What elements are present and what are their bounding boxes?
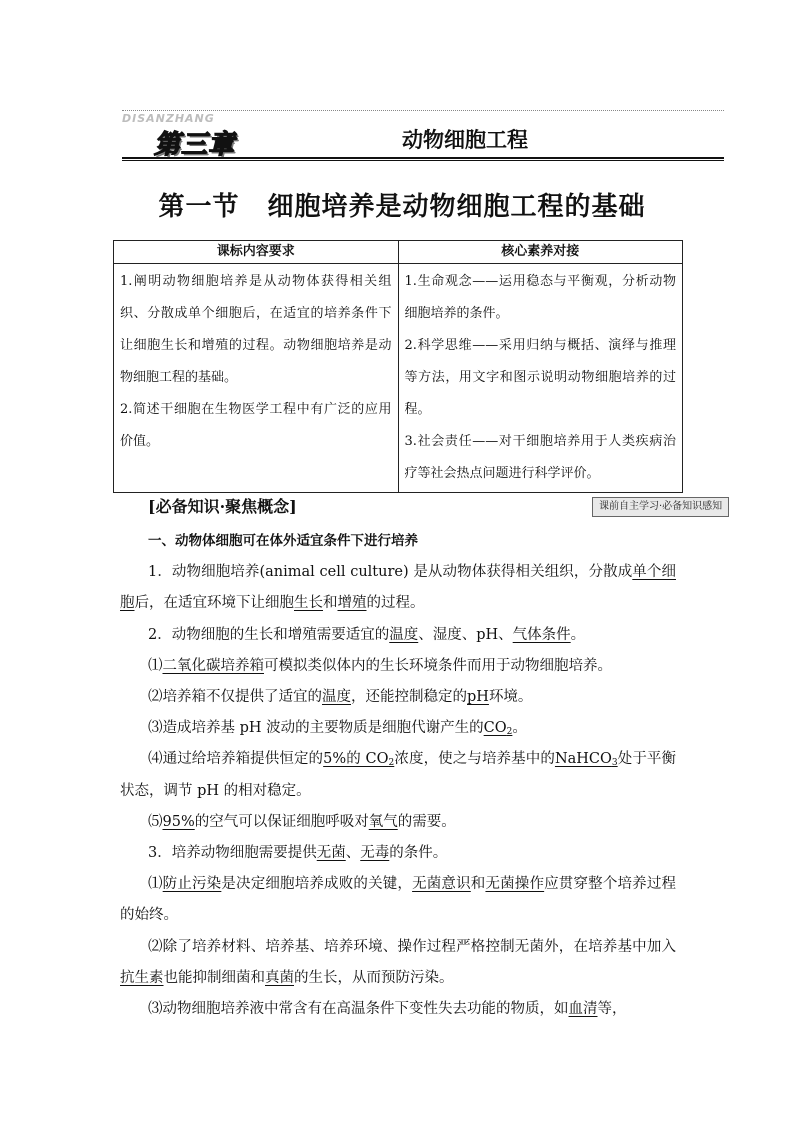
paragraph-10: ⑵除了培养材料、培养基、培养环境、操作过程严格控制无菌外，在培养基中加入抗生素也能抑制细菌和真菌的生长，从而预防污染。 <box>120 938 676 986</box>
paragraph-6: ⑷通过给培养箱提供恒定的5%的 $CO_2$浓度，使之与培养基中的NaHCO$_3$处于平衡状态，调节 pH 的相对稳定。 <box>120 751 677 799</box>
paragraph-4: ⑵培养箱不仅提供了适宜的温度，还能控制稳定的pH环境。 <box>148 689 533 706</box>
paragraph-9: ⑴防止污染是决定细胞培养成败的关键，无菌意识和无菌操作应贯穿整个培养过程的始终。 <box>120 876 677 924</box>
literacy-item: 1.生命观念——运用稳态与平衡观，分析动物细胞培养的条件。 <box>404 274 676 321</box>
requirement-item: 2.简述干细胞在生物医学工程中有广泛的应用价值。 <box>120 402 392 449</box>
answer-blank: 气体条件 <box>512 626 571 643</box>
literacy-item: 2.科学思维——采用归纳与概括、演绎与推理等方法，用文字和图示说明动物细胞培养的过程。 <box>404 338 676 417</box>
paragraph-5: ⑶造成培养基 pH 波动的主要物质是细胞代谢产生的$CO_2$。 <box>148 720 527 738</box>
answer-blank: 温度 <box>389 626 419 643</box>
requirements-table <box>113 240 683 493</box>
chapter-title: 动物细胞工程 <box>402 127 528 152</box>
paragraph-3: ⑴二氧化碳培养箱可模拟类似体内的生长环境条件而用于动物细胞培养。 <box>148 657 612 674</box>
answer-blank: 二氧化碳培养箱 <box>162 657 264 674</box>
answer-blank: 单个细胞 <box>120 564 676 612</box>
chapter-badge: 第三章 <box>154 130 236 160</box>
answer-blank: 无菌操作 <box>485 876 545 893</box>
knowledge-banner: [必备知识·聚焦概念] <box>148 497 297 516</box>
answer-blank: 抗生素 <box>120 969 164 986</box>
literacy-item: 3.社会责任——对干细胞培养用于人类疾病治疗等社会热点问题进行科学评价。 <box>404 434 676 481</box>
paragraph-11: ⑶动物细胞培养液中常含有在高温条件下变性失去功能的物质，如血清等， <box>148 1001 627 1018</box>
answer-blank: pH <box>467 689 489 706</box>
table-header-left: 课标内容要求 <box>114 241 399 264</box>
answer-blank: $CO_2$ <box>483 720 513 738</box>
answer-blank: 温度 <box>322 689 351 706</box>
answer-blank: 5%的 $CO_2$ <box>323 751 395 769</box>
chapter-header <box>122 108 724 160</box>
answer-blank: 血清 <box>568 1001 598 1018</box>
header-rule-thin <box>122 160 724 161</box>
answer-blank: NaHCO$_3$ <box>554 751 618 769</box>
section-tag: 课前自主学习·必备知识感知 <box>592 497 729 517</box>
answer-blank: 无毒 <box>360 845 390 862</box>
answer-blank: 无菌 <box>316 845 346 862</box>
curriculum-requirements-cell <box>114 264 399 493</box>
heading-1: 一、动物体细胞可在体外适宜条件下进行培养 <box>148 533 418 549</box>
section-name: 细胞培养是动物细胞工程的基础 <box>267 192 646 222</box>
answer-blank: 生长 <box>294 595 323 612</box>
section-title <box>112 186 692 223</box>
core-literacy-cell <box>398 264 683 493</box>
table-header-right: 核心素养对接 <box>398 241 683 264</box>
answer-blank: 无菌意识 <box>412 876 471 893</box>
answer-blank: 防止污染 <box>162 876 222 893</box>
section-number: 第一节 <box>158 192 240 222</box>
header-dotted-rule <box>122 110 724 111</box>
paragraph-2: 2．动物细胞的生长和增殖需要适宜的温度、湿度、pH、气体条件。 <box>148 626 586 643</box>
paragraph-1: 1．动物细胞培养(animal cell culture) 是从动物体获得相关组织，分散成单个细胞后，在适宜环境下让细胞生长和增殖的过程。 <box>120 564 676 612</box>
requirement-item: 1.阐明动物细胞培养是从动物体获得相关组织、分散成单个细胞后，在适宜的培养条件下让细胞生长和增殖的过程。动物细胞培养是动物细胞工程的基础。 <box>120 274 392 385</box>
answer-blank: 氧气 <box>368 813 398 830</box>
chapter-pinyin: DISANZHANG <box>122 112 215 125</box>
paragraph-7: ⑸95%的空气可以保证细胞呼吸对氧气的需要。 <box>148 813 456 830</box>
body-text <box>120 526 676 1025</box>
paragraph-8: 3．培养动物细胞需要提供无菌、无毒的条件。 <box>148 845 448 862</box>
header-rule <box>122 157 724 159</box>
answer-blank: 真菌 <box>265 969 294 986</box>
answer-blank: 增殖 <box>337 595 367 612</box>
answer-blank: 95% <box>162 813 195 830</box>
